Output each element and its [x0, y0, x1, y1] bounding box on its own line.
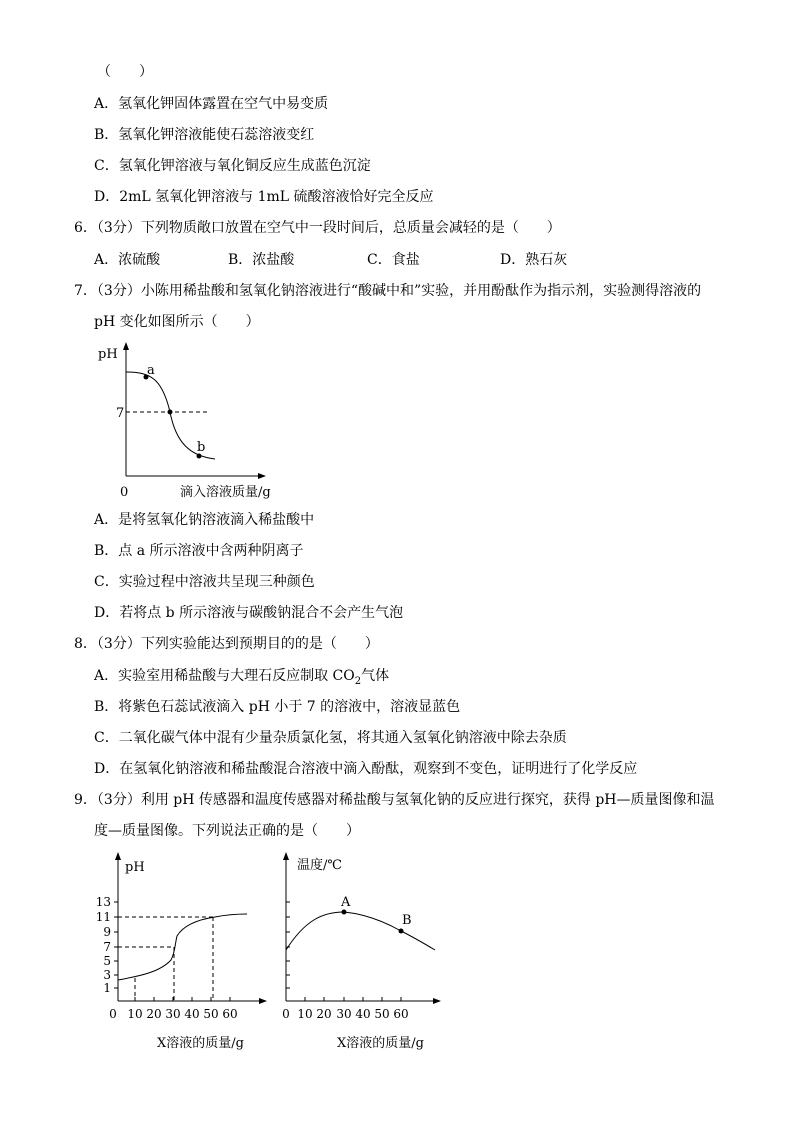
temp-xtick-10: 10	[297, 1007, 313, 1021]
temp-xtick-0: 0	[282, 1007, 290, 1021]
q7-ylabel: pH	[98, 347, 118, 362]
q7-tick-7: 7	[116, 406, 125, 421]
q5-option-d: D．2mL 氢氧化钾溶液与 1mL 硫酸溶液恰好完全反应	[94, 189, 434, 205]
temp-graph-ylabel: 温度/℃	[297, 858, 342, 873]
q9-stem-line2: 度—质量图像。下列说法正确的是（ ）	[94, 823, 360, 839]
q7-option-b: B．点 a 所示溶液中含两种阴离子	[94, 543, 304, 559]
temp-xtick-50: 50	[374, 1007, 390, 1021]
ph-graph-xlabel: X溶液的质量/g	[157, 1036, 244, 1051]
ph-ytick-5: 5	[103, 954, 111, 968]
temp-label-A: A	[341, 895, 351, 910]
q9-stem-line1: 9．（3分）利用 pH 传感器和温度传感器对稀盐酸与氢氧化钠的反应进行探究，获得 pH—质量图像和温	[74, 792, 715, 808]
q6-option-c: C．食盐	[367, 252, 420, 268]
ph-xtick-60: 60	[222, 1007, 238, 1021]
q7-option-d: D．若将点 b 所示溶液与碳酸钠混合不会产生气泡	[94, 605, 404, 621]
temp-xtick-40: 40	[355, 1007, 371, 1021]
neutral-point-marker	[168, 410, 173, 415]
q7-option-c: C．实验过程中溶液共呈现三种颜色	[94, 574, 315, 590]
point-B-marker	[399, 929, 404, 934]
q8-option-d: D．在氢氧化钠溶液和稀盐酸混合溶液中滴入酚酞，观察到不变色，证明进行了化学反应	[94, 761, 638, 777]
q6-stem: 6．（3分）下列物质敞口放置在空气中一段时间后，总质量会减轻的是（ ）	[74, 220, 561, 236]
temp-label-B: B	[402, 913, 412, 928]
ph-xtick-0: 0	[109, 1007, 117, 1021]
q7-label-a: a	[147, 363, 155, 378]
q5-option-a: A．氢氧化钾固体露置在空气中易变质	[94, 96, 329, 112]
temp-graph-xlabel: X溶液的质量/g	[337, 1036, 424, 1051]
temp-xtick-30: 30	[336, 1007, 352, 1021]
q9-temp-graph	[275, 848, 445, 1053]
ph-graph-ylabel: pH	[125, 860, 145, 875]
q6-option-a: A．浓硫酸	[94, 252, 161, 268]
ph-xtick-50: 50	[203, 1007, 219, 1021]
ph-ytick-3: 3	[103, 968, 111, 982]
q7-label-b: b	[197, 440, 206, 455]
q9-ph-graph	[95, 848, 280, 1053]
q7-origin: 0	[120, 485, 129, 500]
q8-option-a-tail: 气体	[361, 668, 390, 684]
q7-xlabel: 滴入溶液质量/g	[180, 485, 271, 500]
q7-stem-line2: pH 变化如图所示（ ）	[94, 314, 260, 330]
q8-option-c: C．二氧化碳气体中混有少量杂质氯化氢，将其通入氢氧化钠溶液中除去杂质	[94, 730, 567, 746]
q7-stem-line1: 7．（3分）小陈用稀盐酸和氢氧化钠溶液进行“酸碱中和”实验，并用酚酞作为指示剂，实验测得溶液的	[74, 283, 702, 299]
q6-option-b: B．浓盐酸	[228, 252, 295, 268]
q8-option-b: B．将紫色石蕊试液滴入 pH 小于 7 的溶液中，溶液显蓝色	[94, 699, 461, 715]
ph-ytick-1: 1	[103, 981, 111, 995]
q8-stem: 8．（3分）下列实验能达到预期目的的是（ ）	[74, 636, 379, 652]
q5-option-b: B．氢氧化钾溶液能使石蕊溶液变红	[94, 127, 315, 143]
ph-ytick-9: 9	[103, 925, 111, 939]
ph-ytick-11: 11	[95, 910, 111, 924]
ph-ytick-13: 13	[95, 895, 111, 909]
ph-xtick-30: 30	[165, 1007, 181, 1021]
q6-option-d: D．熟石灰	[500, 252, 568, 268]
ph-xtick-10: 10	[127, 1007, 143, 1021]
q7-option-a: A．是将氢氧化钠溶液滴入稀盐酸中	[94, 512, 315, 528]
answer-paren: （ ）	[97, 64, 153, 80]
ph-xtick-40: 40	[184, 1007, 200, 1021]
temp-xtick-60: 60	[393, 1007, 409, 1021]
q5-option-c: C．氢氧化钾溶液与氧化铜反应生成蓝色沉淀	[94, 158, 371, 174]
temp-xtick-20: 20	[316, 1007, 332, 1021]
q8-option-a-subscript: 2	[354, 675, 362, 687]
ph-xtick-20: 20	[146, 1007, 162, 1021]
point-A-marker	[342, 910, 347, 915]
q7-ph-graph	[90, 338, 300, 503]
ph-ytick-7: 7	[103, 940, 111, 954]
q8-option-a	[94, 667, 389, 691]
q8-option-a-text: A．实验室用稀盐酸与大理石反应制取 CO	[94, 668, 355, 684]
